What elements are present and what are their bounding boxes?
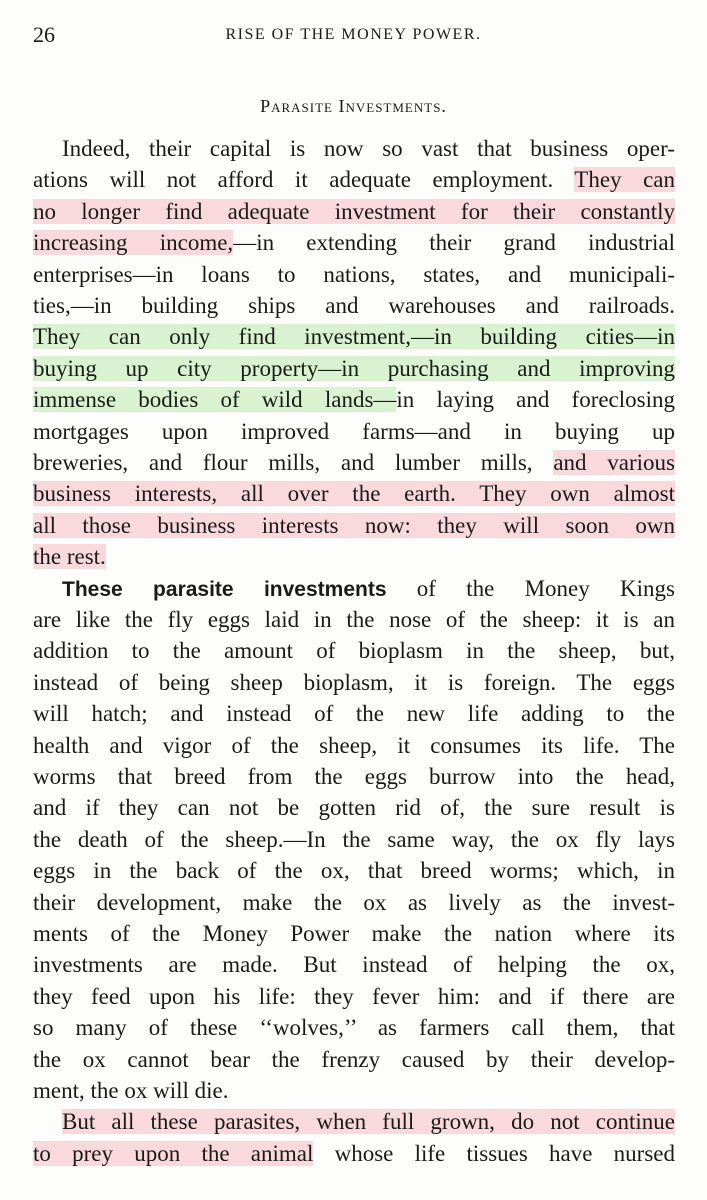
line-text: ations will not afford it adequate employment. <box>33 167 575 193</box>
line-text: the death of the sheep.—In the same way, the ox fly lays <box>33 826 675 852</box>
text-line <box>33 321 675 352</box>
text-line <box>33 290 675 321</box>
page-header <box>0 20 707 50</box>
line-text: ment, the ox will die. <box>33 1078 229 1103</box>
highlighted-text: But all these parasites, when full grown, do not continue <box>62 1109 675 1135</box>
text-line <box>33 416 675 447</box>
highlighted-text: the rest. <box>33 544 106 570</box>
line-text: worms that breed from the eggs burrow into the head, <box>33 764 675 789</box>
line-text: whose life tissues have nursed <box>313 1140 675 1166</box>
highlighted-text: immense bodies of wild lands— <box>33 387 397 413</box>
text-line <box>33 541 675 572</box>
line-text: enterprises—in loans to nations, states, and municipali- <box>33 261 675 287</box>
text-line <box>33 227 675 258</box>
text-line <box>33 667 675 698</box>
text-line <box>33 792 675 823</box>
text-line <box>33 164 675 195</box>
line-text: in laying and foreclosing <box>396 387 675 413</box>
highlighted-text: and various <box>553 450 675 475</box>
text-line <box>33 478 675 509</box>
highlighted-text: business interests, all over the earth. They own almost <box>33 481 675 507</box>
text-line <box>33 855 675 886</box>
text-line <box>33 1044 675 1075</box>
section-title: Parasite Investments. <box>260 96 447 116</box>
line-text: health and vigor of the sheep, it consumes its life. The <box>33 732 675 758</box>
text-line <box>33 887 675 918</box>
text-line <box>33 384 675 415</box>
line-text: so many of these ‘‘wolves,’’ as farmers call them, that <box>33 1015 675 1041</box>
bold-text: These parasite investments <box>62 577 387 601</box>
highlighted-text: to prey upon the animal <box>33 1140 314 1166</box>
line-text: ments of the Money Power make the nation where its <box>33 921 675 946</box>
text-line <box>33 259 675 290</box>
text-line <box>33 698 675 729</box>
line-text: their development, make the ox as lively as the invest- <box>33 889 675 915</box>
line-text: breweries, and flour mills, and lumber mills, <box>33 450 554 475</box>
line-text: and if they can not be gotten rid of, the sure result is <box>33 795 675 821</box>
line-text: —in extending their grand industrial <box>233 230 676 256</box>
text-line <box>33 1012 675 1043</box>
text-line <box>62 573 675 604</box>
text-line <box>33 510 675 541</box>
text-line <box>33 730 675 761</box>
text-line <box>33 1138 675 1169</box>
running-head: RISE OF THE MONEY POWER. <box>225 26 482 43</box>
text-line <box>33 1075 675 1106</box>
text-line <box>62 133 675 164</box>
line-text: mortgages upon improved farms—and in buying up <box>33 418 675 444</box>
text-line <box>33 196 675 227</box>
highlighted-text: They can <box>574 167 675 193</box>
line-text: Indeed, their capital is now so vast that business oper- <box>62 136 675 161</box>
highlighted-text: buying up city property—in purchasing and improving <box>33 355 675 381</box>
text-line <box>33 824 675 855</box>
line-text: of the Money Kings <box>386 575 675 601</box>
line-text: are like the fly eggs laid in the nose of the sheep: it is an <box>33 607 675 632</box>
page-number: 26 <box>33 22 55 47</box>
line-text: they feed upon his life: they fever him: and if there are <box>33 983 675 1009</box>
line-text: eggs in the back of the ox, that breed worms; which, in <box>33 858 675 884</box>
line-text: instead of being sheep bioplasm, it is foreign. The eggs <box>33 669 675 695</box>
text-line <box>33 635 675 666</box>
text-line <box>33 604 675 635</box>
highlighted-text: all those business interests now: they will soon own <box>33 512 675 538</box>
highlighted-text: increasing income, <box>33 230 234 256</box>
line-text: addition to the amount of bioplasm in the sheep, but, <box>33 638 675 664</box>
line-text: investments are made. But instead of helping the ox, <box>33 952 675 978</box>
text-line <box>62 1106 675 1137</box>
highlighted-text: no longer find adequate investment for their constantly <box>33 198 675 224</box>
highlighted-text: They can only find investment,—in building cities—in <box>33 324 675 350</box>
text-line <box>33 918 675 949</box>
text-line <box>33 949 675 980</box>
text-line <box>33 447 675 478</box>
text-line <box>33 761 675 792</box>
text-line <box>33 981 675 1012</box>
line-text: the ox cannot bear the frenzy caused by their develop- <box>33 1046 675 1072</box>
text-line <box>33 353 675 384</box>
line-text: ties,—in building ships and warehouses and railroads. <box>33 293 675 318</box>
line-text: will hatch; and instead of the new life adding to the <box>33 701 675 727</box>
